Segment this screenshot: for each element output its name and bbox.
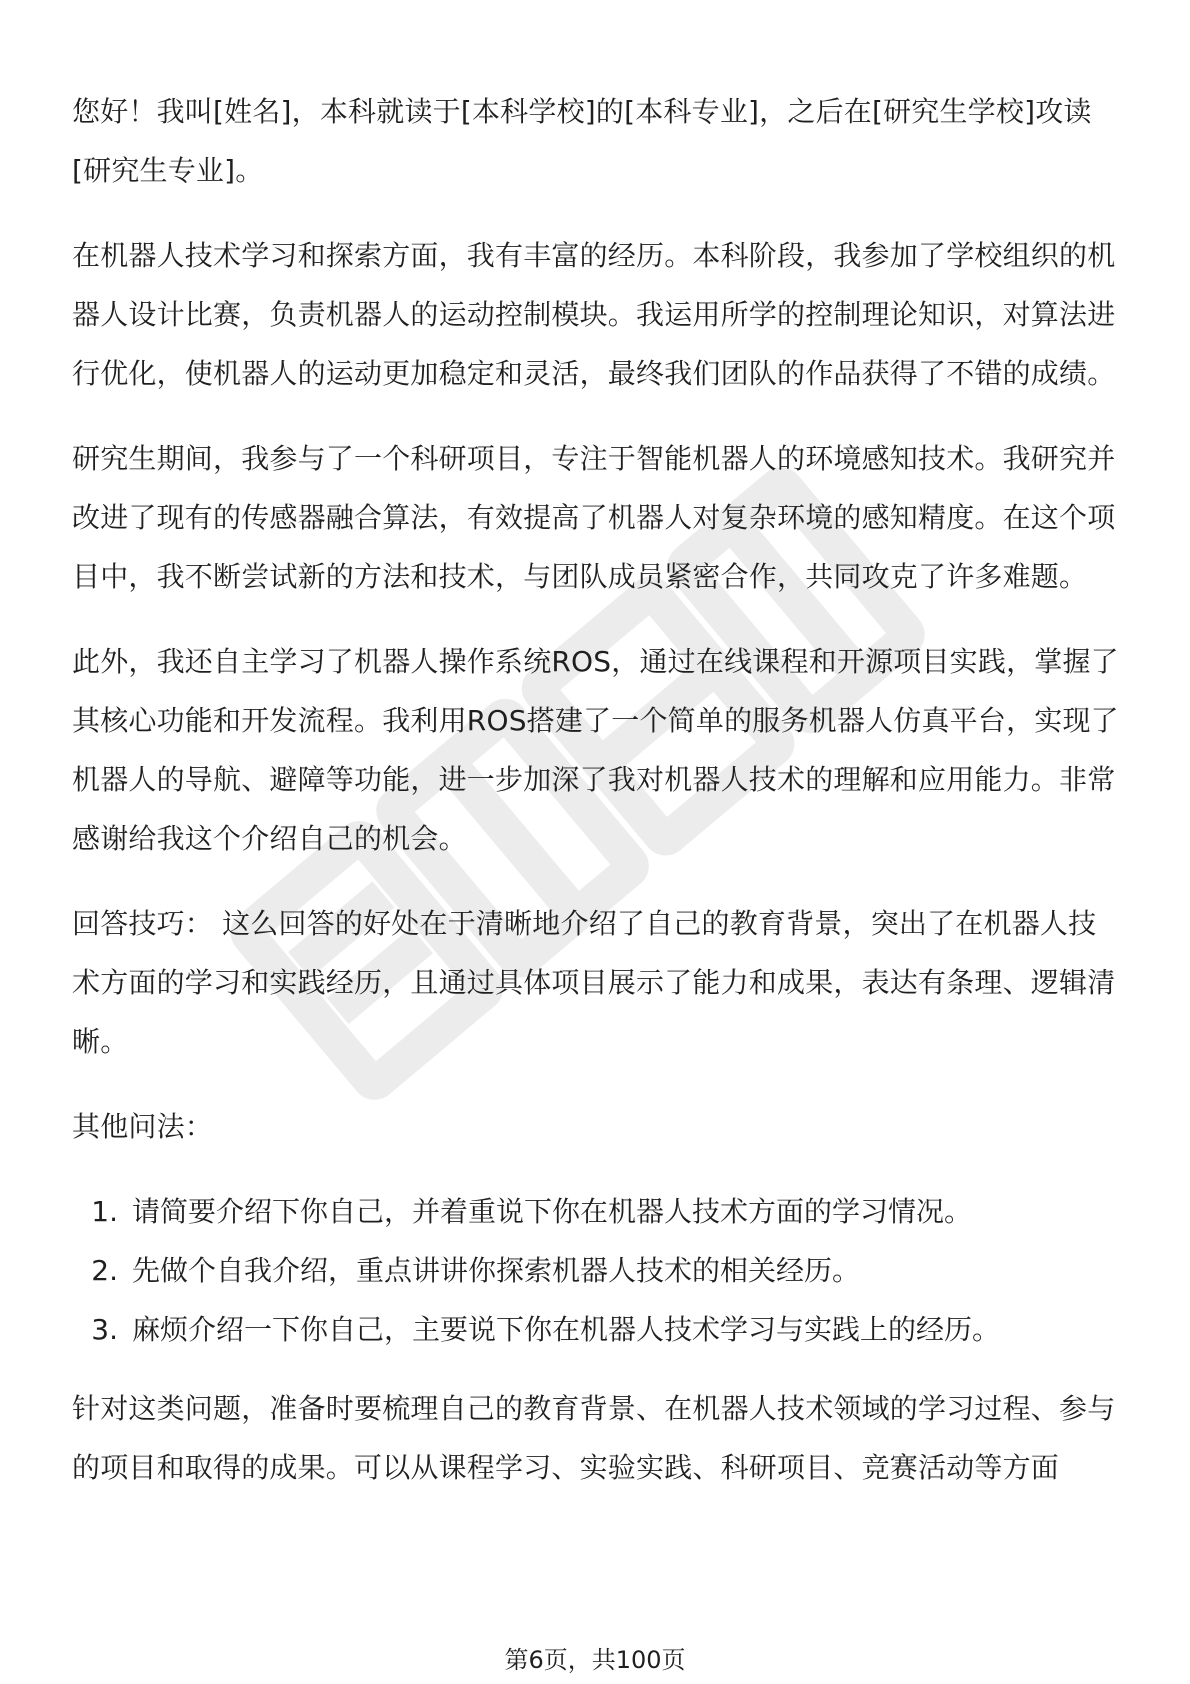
list-item-text: 麻烦介绍一下你自己，主要说下你在机器人技术学习与实践上的经历。 (132, 1313, 1001, 1346)
list-item-text: 请简要介绍下你自己，并着重说下你在机器人技术方面的学习情况。 (132, 1195, 973, 1228)
list-item-number: 3. (91, 1313, 118, 1346)
paragraph-graduate: 研究生期间，我参与了一个科研项目，专注于智能机器人的环境感知技术。我研究并改进了现有的传感器融合算法，有效提高了机器人对复杂环境的感知精度。在这个项目中，我不断尝试新的方法和技术，与团队成员紧密合作，共同攻克了许多难题。 (72, 442, 1116, 593)
page-number-footer: 第6页，共100页 (504, 1646, 686, 1674)
list-item-number: 2. (91, 1254, 118, 1287)
paragraph-closing: 针对这类问题，准备时要梳理自己的教育背景、在机器人技术领域的学习过程、参与的项目和取得的成果。可以从课程学习、实验实践、科研项目、竞赛活动等方面 (72, 1392, 1116, 1484)
paragraph-undergrad: 在机器人技术学习和探索方面，我有丰富的经历。本科阶段，我参加了学校组织的机器人设计比赛，负责机器人的运动控制模块。我运用所学的控制理论知识，对算法进行优化，使机器人的运动更加稳定和灵活，最终我们团队的作品获得了不错的成绩。 (72, 239, 1116, 390)
list-item-number: 1. (91, 1195, 118, 1228)
list-item (72, 1241, 1122, 1300)
alternative-questions-list (72, 1182, 1122, 1359)
paragraph-intro: 您好！我叫[姓名]，本科就读于[本科学校]的[本科专业]，之后在[研究生学校]攻读[研究生专业]。 (72, 95, 1092, 187)
list-item (72, 1300, 1122, 1359)
list-item (72, 1182, 1122, 1241)
document-body (72, 82, 1122, 1523)
list-item-text: 先做个自我介绍，重点讲讲你探索机器人技术的相关经历。 (132, 1254, 861, 1287)
paragraph-other-questions: 其他问法： (72, 1110, 214, 1143)
paragraph-ros: 此外，我还自主学习了机器人操作系统ROS，通过在线课程和开源项目实践，掌握了其核心功能和开发流程。我利用ROS搭建了一个简单的服务机器人仿真平台，实现了机器人的导航、避障等功能，进一步加深了我对机器人技术的理解和应用能力。非常感谢给我这个介绍自己的机会。 (72, 645, 1119, 855)
paragraph-tips: 回答技巧： 这么回答的好处在于清晰地介绍了自己的教育背景，突出了在机器人技术方面的学习和实践经历，且通过具体项目展示了能力和成果，表达有条理、逻辑清晰。 (72, 907, 1116, 1058)
